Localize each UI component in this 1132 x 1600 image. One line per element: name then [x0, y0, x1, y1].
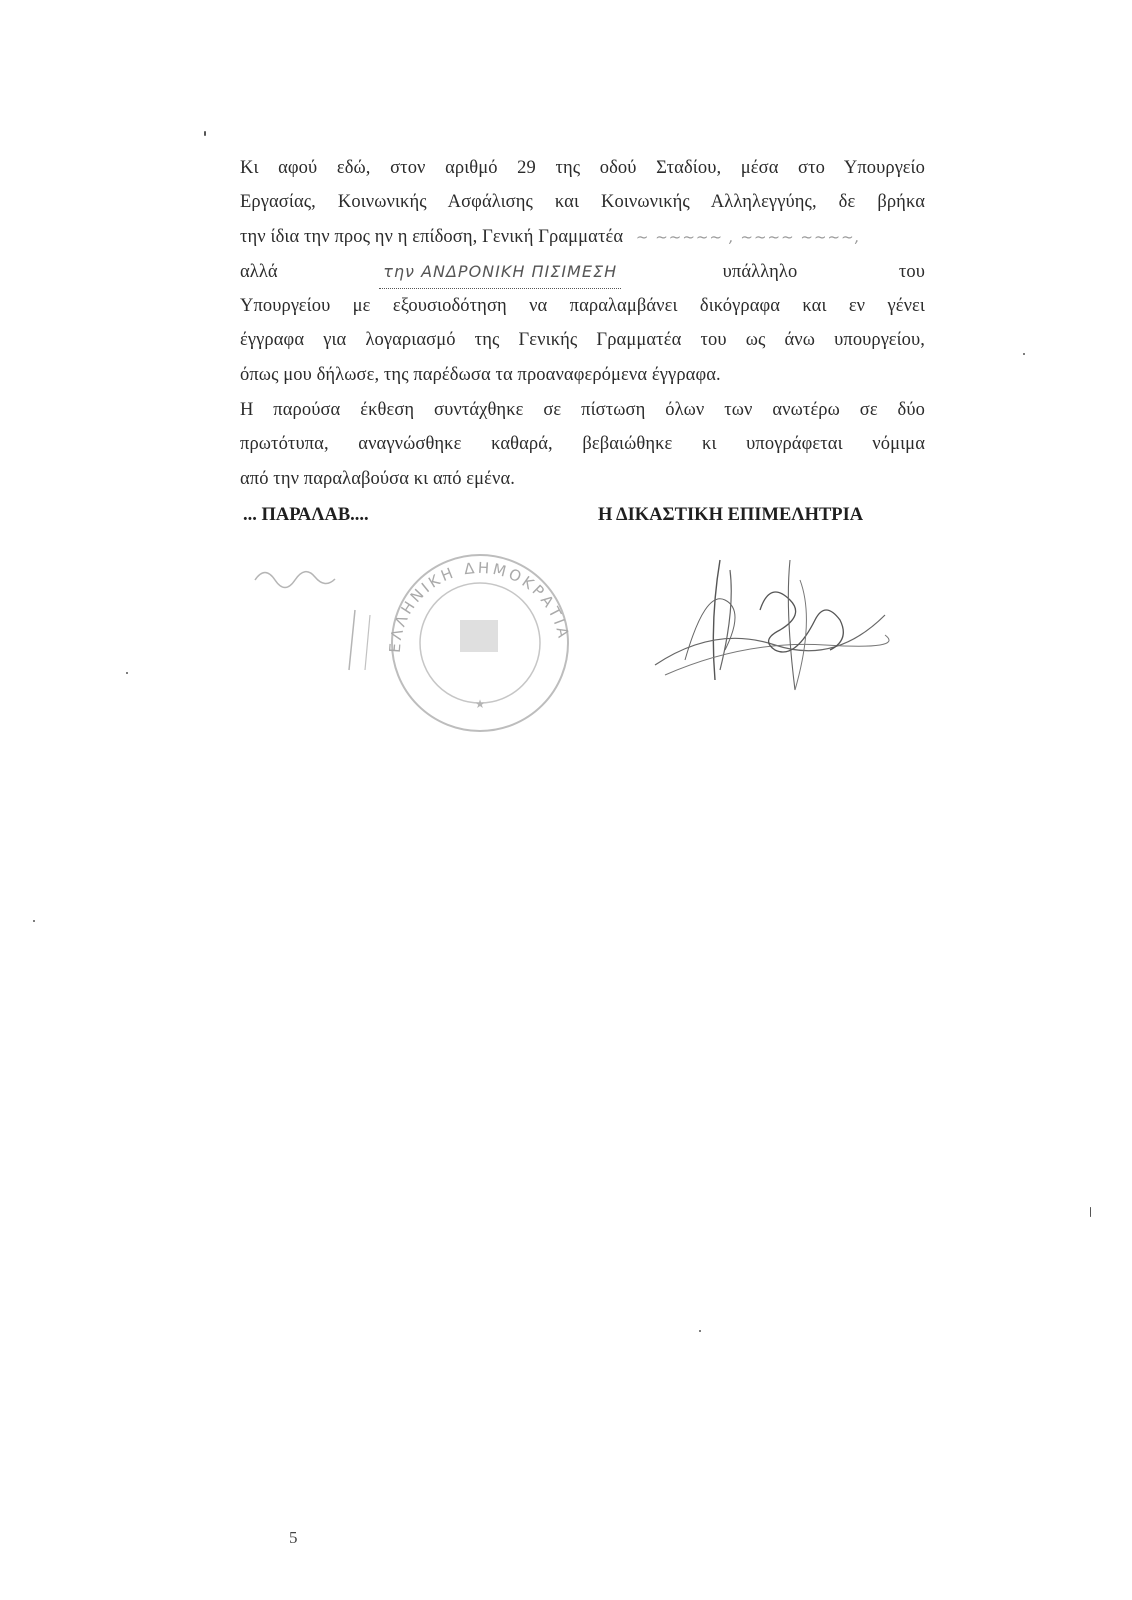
stray-mark: [204, 131, 206, 136]
bailiff-label: Η ΔΙΚΑΣΤΙΚΗ ΕΠΙΜΕΛΗΤΡΙΑ: [598, 505, 864, 525]
body-line-7-text: όπως μου δήλωσε, της παρέδωσα τα προαναφερόμενα έγγραφα.: [240, 365, 721, 385]
body-line-6-text: έγγραφα για λογαριασμό της Γενικής Γραμματέα του ως άνω υπουργείου,: [240, 330, 925, 350]
recipient-signature: [245, 540, 385, 690]
body-line-3-text: την ίδια την προς ην η επίδοση, Γενική Γραμματέα: [240, 227, 624, 247]
handwritten-recipient-name: την ΑΝΔΡΟΝΙΚΗ ΠΙΣΙΜΕΣΗ: [379, 256, 621, 289]
body-line-7: [240, 359, 925, 391]
page-number: 5: [289, 1528, 298, 1547]
body-line-4: [240, 256, 925, 289]
body-line-10-text: από την παραλαβούσα κι από εμένα.: [240, 469, 516, 489]
bailiff-signature: [650, 540, 890, 700]
body-line-8: [240, 394, 925, 426]
body-line-9: [240, 428, 925, 460]
body-line-5-text: Υπουργείου με εξουσιοδότηση να παραλαμβάνει δικόγραφα και εν γένει: [240, 296, 925, 316]
svg-text:★: ★: [474, 697, 486, 711]
body-line-2: [240, 186, 925, 218]
scan-speck: [33, 920, 35, 922]
body-line-9-text: πρωτότυπα, αναγνώσθηκε καθαρά, βεβαιώθηκε κι υπογράφεται νόμιμα: [240, 434, 925, 454]
body-line-3: [240, 221, 925, 253]
scan-speck: [699, 1330, 701, 1332]
body-line-2-text: Εργασίας, Κοινωνικής Ασφάλισης και Κοινωνικής Αλληλεγγύης, δε βρήκα: [240, 192, 925, 212]
scan-speck: [126, 672, 128, 674]
body-line-1-text: Κι αφού εδώ, στον αριθμό 29 της οδού Σταδίου, μέσα στο Υπουργείο: [240, 158, 925, 178]
body-line-1: [240, 152, 925, 184]
body-line-10: [240, 463, 925, 495]
stamp-text: ΕΛΛΗΝΙΚΗ ΔΗΜΟΚΡΑΤΙΑ: [385, 558, 574, 654]
body-line-4-prefix: αλλά: [240, 262, 278, 282]
body-line-5: [240, 290, 925, 322]
scan-speck: [1090, 1207, 1091, 1217]
body-line-4-word-1: υπάλληλο: [722, 262, 798, 282]
body-line-6: [240, 324, 925, 356]
official-stamp: [375, 548, 585, 728]
scan-speck: [1023, 353, 1025, 355]
handwritten-scribble: ~ ~~~~~ , ~~~~ ~~~~,: [635, 228, 861, 246]
body-line-8-text: Η παρούσα έκθεση συντάχθηκε σε πίστωση όλων των ανωτέρω σε δύο: [240, 400, 925, 420]
recipient-label: ... ΠΑΡΑΛΑΒ....: [243, 505, 369, 525]
body-line-4-word-2: του: [898, 262, 925, 282]
